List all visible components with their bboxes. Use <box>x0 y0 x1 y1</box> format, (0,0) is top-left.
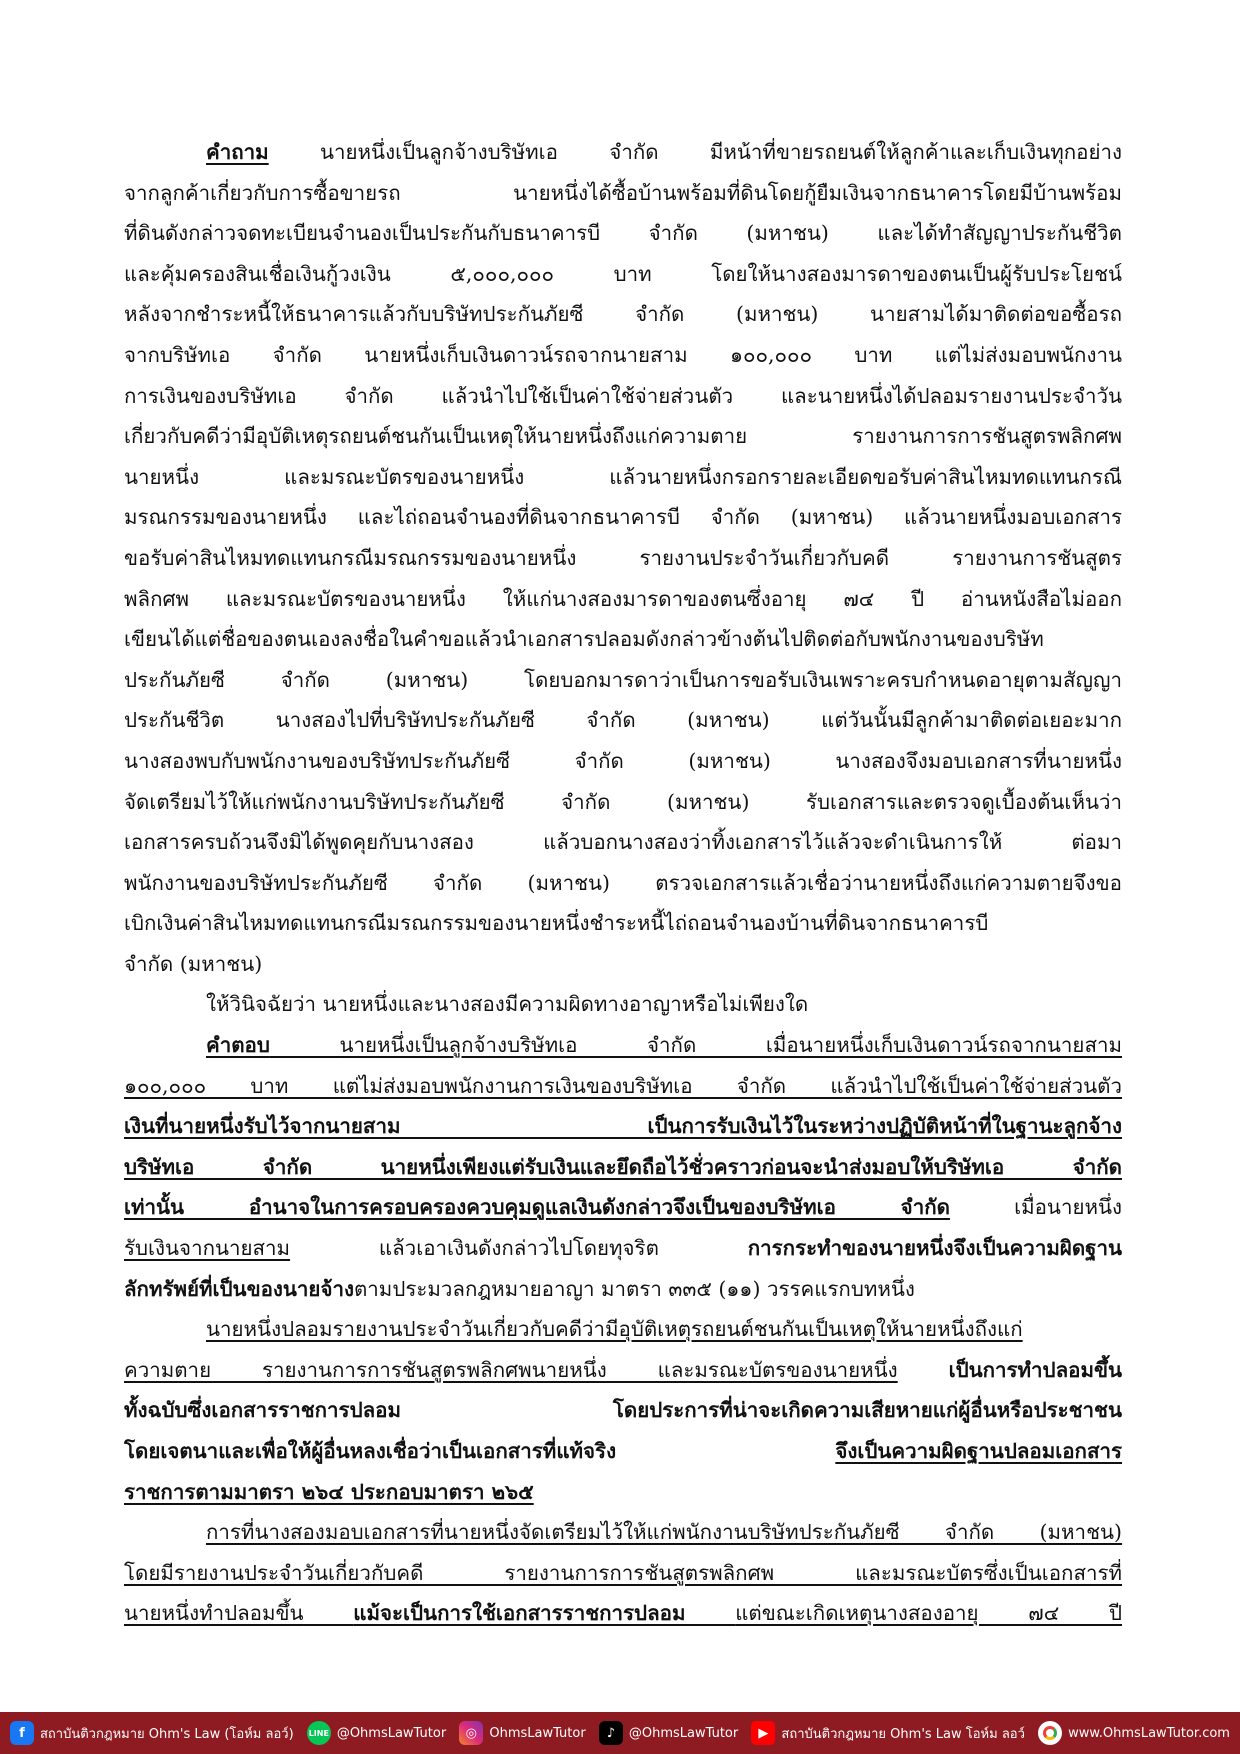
question-line: เขียนได้แต่ชื่อของตนเองลงชื่อในคำขอแล้วนำเอกสารปลอมดังกล่าวข้างต้นไปติดต่อกับพนักงานของบริษัท <box>124 627 1044 652</box>
question-line: พนักงานของบริษัทประกันภัยซี จำกัด (มหาชน) ตรวจเอกสารแล้วเชื่อว่านายหนึ่งถึงแก่ความตายจึงขอ <box>124 870 1122 895</box>
question-line: หลังจากชำระหนี้ให้ธนาคารแล้วกับบริษัทประกันภัยซี จำกัด (มหาชน) นายสามได้มาติดต่อขอซื้อรถ <box>124 302 1122 327</box>
answer-line: ราชการตามมาตรา ๒๖๔ ประกอบมาตรา ๒๖๕ <box>124 1479 534 1504</box>
question-line: ขอรับค่าสินไหมทดแทนกรณีมรณกรรมของนายหนึ่ง รายงานประจำวันเกี่ยวกับคดี รายงานการชันสูตร <box>124 545 1122 570</box>
answer-line: คำตอบ นายหนึ่งเป็นลูกจ้างบริษัทเอ จำกัด เมื่อนายหนึ่งเก็บเงินดาวน์รถจากนายสาม <box>206 1033 1122 1058</box>
answer-heading: คำตอบ <box>206 1033 270 1058</box>
question-line: มรณกรรมของนายหนึ่ง และไถ่ถอนจำนองที่ดินจากธนาคารบี จำกัด (มหาชน) แล้วนายหนึ่งมอบเอกสาร <box>124 505 1122 530</box>
line-icon: LINE <box>307 1721 331 1745</box>
answer-line: โดยเจตนาและเพื่อให้ผู้อื่นหลงเชื่อว่าเป็นเอกสารที่แท้จริง จึงเป็นความผิดฐานปลอมเอกสาร <box>124 1439 1122 1463</box>
question-line: เกี่ยวกับคดีว่ามีอุบัติเหตุรถยนต์ชนกันเป็นเหตุให้นายหนึ่งถึงแก่ความตาย รายงานการการชันสูตรพลิกศพ <box>124 424 1122 449</box>
tiktok-icon: ♪ <box>599 1721 623 1745</box>
answer-line: เท่านั้น อำนาจในการครอบครองควบคุมดูแลเงินดังกล่าวจึงเป็นของบริษัทเอ จำกัด เมื่อนายหนึ่ง <box>124 1195 1122 1220</box>
question-line: ที่ดินดังกล่าวจดทะเบียนจำนองเป็นประกันกับธนาคารบี จำกัด (มหาชน) และได้ทำสัญญาประกันชีวิต <box>124 221 1122 246</box>
social-footer <box>0 1712 1240 1754</box>
footer-facebook-link[interactable] <box>10 1721 294 1745</box>
question-line: การเงินของบริษัทเอ จำกัด แล้วนำไปใช้เป็นค่าใช้จ่ายส่วนตัว และนายหนึ่งได้ปลอมรายงานประจำวัน <box>124 383 1122 408</box>
answer-line: โดยมีรายงานประจำวันเกี่ยวกับคดี รายงานการการชันสูตรพลิกศพ และมรณะบัตรซึ่งเป็นเอกสารที่ <box>124 1560 1122 1585</box>
answer-line: ๑๐๐,๐๐๐ บาท แต่ไม่ส่งมอบพนักงานการเงินของบริษัทเอ จำกัด แล้วนำไปใช้เป็นค่าใช้จ่ายส่วนตัว <box>124 1073 1122 1098</box>
footer-label: OhmsLawTutor <box>489 1725 586 1741</box>
question-line: และคุ้มครองสินเชื่อเงินกู้วงเงิน ๕,๐๐๐,๐๐๐ บาท โดยให้นางสองมารดาของตนเป็นผู้รับประโยชน์ <box>124 261 1122 286</box>
footer-label: @OhmsLawTutor <box>336 1725 447 1741</box>
question-line: จากลูกค้าเกี่ยวกับการซื้อขายรถ นายหนึ่งได้ซื้อบ้านพร้อมที่ดินโดยกู้ยืมเงินจากธนาคารโดยมีบ้านพร้อม <box>124 180 1122 205</box>
answer-line: การที่นางสองมอบเอกสารที่นายหนึ่งจัดเตรียมไว้ให้แก่พนักงานบริษัทประกันภัยซี จำกัด (มหาชน) <box>206 1520 1122 1545</box>
question-line: นายหนึ่ง และมรณะบัตรของนายหนึ่ง แล้วนายหนึ่งกรอกรายละเอียดขอรับค่าสินไหมทดแทนกรณี <box>124 464 1122 489</box>
question-line: จากบริษัทเอ จำกัด นายหนึ่งเก็บเงินดาวน์รถจากนายสาม ๑๐๐,๐๐๐ บาท แต่ไม่ส่งมอบพนักงาน <box>124 342 1122 367</box>
footer-label: @OhmsLawTutor <box>628 1725 739 1741</box>
footer-website-link[interactable] <box>1038 1721 1230 1745</box>
youtube-icon: ▶ <box>751 1721 775 1745</box>
facebook-icon: f <box>10 1721 34 1745</box>
footer-line-link[interactable] <box>307 1721 446 1745</box>
question-line: นางสองพบกับพนักงานของบริษัทประกันภัยซี จำกัด (มหาชน) นางสองจึงมอบเอกสารที่นายหนึ่ง <box>124 748 1122 773</box>
footer-tiktok-link[interactable] <box>599 1721 738 1745</box>
website-icon <box>1038 1721 1062 1745</box>
answer-line: รับเงินจากนายสาม แล้วเอาเงินดังกล่าวไปโดยทุจริต การกระทำของนายหนึ่งจึงเป็นความผิดฐาน <box>124 1236 1122 1261</box>
question-line: คำถาม นายหนึ่งเป็นลูกจ้างบริษัทเอ จำกัด มีหน้าที่ขายรถยนต์ให้ลูกค้าและเก็บเงินทุกอย่าง <box>206 140 1122 164</box>
instagram-icon: ◎ <box>459 1721 483 1745</box>
question-prompt: ให้วินิจฉัยว่า นายหนึ่งและนางสองมีความผิดทางอาญาหรือไม่เพียงใด <box>206 992 809 1017</box>
question-line: เอกสารครบถ้วนจึงมิได้พูดคุยกับนางสอง แล้วบอกนางสองว่าทิ้งเอกสารไว้แล้วจะดำเนินการให้ ต่อมา <box>124 830 1122 855</box>
answer-line: บริษัทเอ จำกัด นายหนึ่งเพียงแต่รับเงินและยึดถือไว้ชั่วคราวก่อนจะนำส่งมอบให้บริษัทเอ จำกัด <box>124 1154 1122 1179</box>
document-page <box>124 132 1122 1634</box>
footer-label: สถาบันติวกฎหมาย Ohm's Law (โอห์ม ลอว์) <box>40 1726 294 1742</box>
answer-line: นายหนึ่งปลอมรายงานประจำวันเกี่ยวกับคดีว่ามีอุบัติเหตุรถยนต์ชนกันเป็นเหตุให้นายหนึ่งถึงแก่ <box>206 1317 1023 1342</box>
footer-instagram-link[interactable] <box>459 1721 585 1745</box>
footer-youtube-link[interactable] <box>751 1721 1025 1745</box>
question-line: จัดเตรียมไว้ให้แก่พนักงานบริษัทประกันภัยซี จำกัด (มหาชน) รับเอกสารและตรวจดูเบื้องต้นเห็นว่า <box>124 789 1122 814</box>
answer-line: นายหนึ่งทำปลอมขึ้น แม้จะเป็นการใช้เอกสารราชการปลอม แต่ขณะเกิดเหตุนางสองอายุ ๗๔ ปี <box>124 1601 1122 1626</box>
footer-label: สถาบันติวกฎหมาย Ohm's Law โอห์ม ลอว์ <box>781 1726 1025 1742</box>
question-line: จำกัด (มหาชน) <box>124 951 263 976</box>
question-heading: คำถาม <box>206 140 269 164</box>
question-line: พลิกศพ และมรณะบัตรของนายหนึ่ง ให้แก่นางสองมารดาของตนซึ่งอายุ ๗๔ ปี อ่านหนังสือไม่ออก <box>124 586 1122 611</box>
answer-line: เงินที่นายหนึ่งรับไว้จากนายสาม เป็นการรับเงินไว้ในระหว่างปฏิบัติหน้าที่ในฐานะลูกจ้าง <box>124 1114 1122 1139</box>
question-line: ประกันชีวิต นางสองไปที่บริษัทประกันภัยซี จำกัด (มหาชน) แต่วันนั้นมีลูกค้ามาติดต่อเยอะมาก <box>124 708 1122 733</box>
question-line: เบิกเงินค่าสินไหมทดแทนกรณีมรณกรรมของนายหนึ่งชำระหนี้ไถ่ถอนจำนองบ้านที่ดินจากธนาคารบี <box>124 911 989 936</box>
question-line: ประกันภัยซี จำกัด (มหาชน) โดยบอกมารดาว่าเป็นการขอรับเงินเพราะครบกำหนดอายุตามสัญญา <box>124 667 1122 692</box>
answer-line: ทั้งฉบับซึ่งเอกสารราชการปลอม โดยประการที่น่าจะเกิดความเสียหายแก่ผู้อื่นหรือประชาชน <box>124 1398 1122 1423</box>
answer-line: ลักทรัพย์ที่เป็นของนายจ้างตามประมวลกฎหมายอาญา มาตรา ๓๓๕ (๑๑) วรรคแรกบทหนึ่ง <box>124 1276 915 1301</box>
footer-label: www.OhmsLawTutor.com <box>1068 1725 1230 1741</box>
answer-line: ความตาย รายงานการการชันสูตรพลิกศพนายหนึ่ง และมรณะบัตรของนายหนึ่ง เป็นการทำปลอมขึ้น <box>124 1357 1122 1382</box>
